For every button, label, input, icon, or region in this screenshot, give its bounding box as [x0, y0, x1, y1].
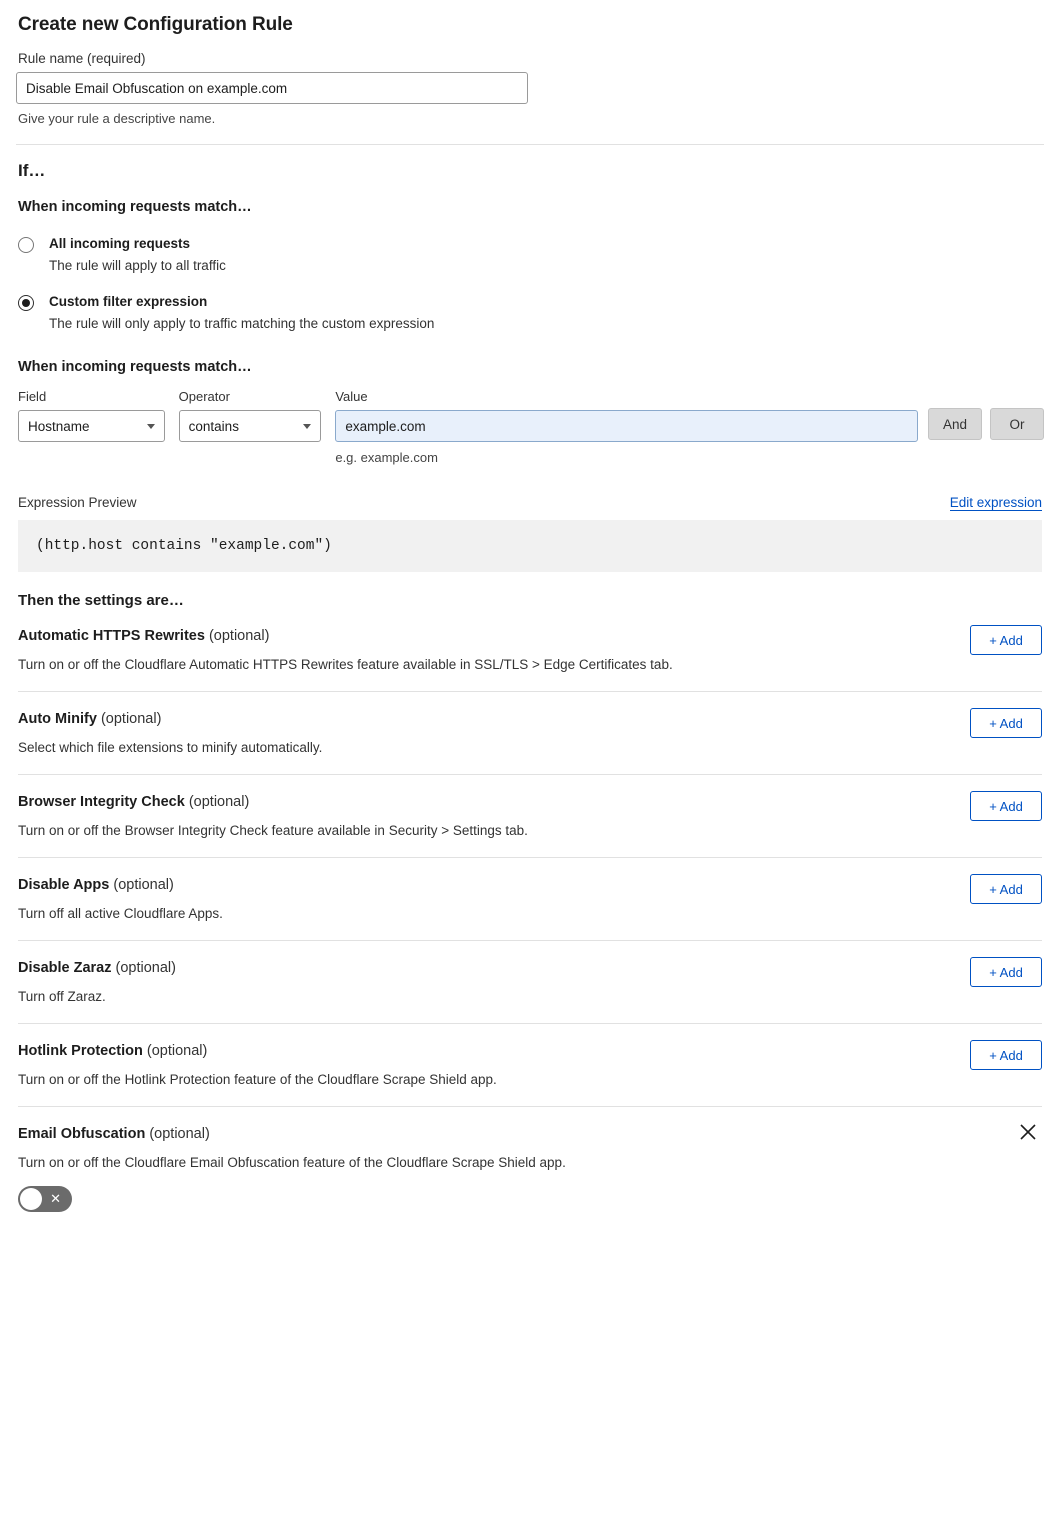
value-label: Value	[335, 389, 368, 404]
setting-optional: (optional)	[208, 628, 270, 644]
radio-option-all-requests[interactable]	[18, 235, 1044, 273]
setting-optional: (optional)	[149, 1126, 210, 1142]
setting-name: Disable Zaraz	[18, 960, 112, 976]
setting-title	[18, 711, 1042, 727]
setting-name: Browser Integrity Check	[18, 794, 185, 810]
setting-title	[18, 877, 1042, 893]
add-setting-button[interactable]: + Add	[970, 708, 1042, 738]
setting-description: Turn on or off the Browser Integrity Check feature available in Security > Settings tab.	[18, 823, 528, 838]
toggle-knob	[20, 1188, 42, 1210]
email-obfuscation-toggle[interactable]	[18, 1186, 72, 1212]
field-select[interactable]	[18, 410, 165, 442]
expression-builder	[18, 389, 1044, 465]
setting-title	[18, 794, 1042, 810]
edit-expression-link[interactable]: Edit expression	[949, 495, 1042, 510]
radio-desc-custom-filter: The rule will only apply to traffic matching the custom expression	[49, 316, 435, 331]
setting-title	[18, 960, 1042, 976]
then-heading: Then the settings are…	[18, 592, 184, 609]
rule-name-label: Rule name (required)	[18, 51, 146, 66]
setting-name: Automatic HTTPS Rewrites	[18, 628, 205, 644]
configuration-rule-form	[0, 14, 1060, 1236]
chevron-down-icon	[303, 424, 311, 429]
add-setting-button[interactable]: + Add	[970, 1040, 1042, 1070]
add-setting-button[interactable]: + Add	[970, 957, 1042, 987]
add-setting-button[interactable]: + Add	[970, 791, 1042, 821]
setting-row	[18, 775, 1042, 858]
expression-preview-header	[18, 495, 1042, 511]
field-label: Field	[18, 389, 47, 404]
expression-preview-label: Expression Preview	[18, 495, 137, 510]
setting-row	[18, 858, 1042, 941]
setting-row-email-obfuscation	[18, 1107, 1042, 1236]
add-setting-button[interactable]: + Add	[970, 874, 1042, 904]
rule-name-input[interactable]	[16, 72, 528, 104]
setting-row	[18, 692, 1042, 775]
setting-description: Turn off all active Cloudflare Apps.	[18, 906, 223, 921]
toggle-off-icon: ✕	[50, 1191, 61, 1206]
setting-optional: (optional)	[188, 794, 250, 810]
setting-title	[18, 1126, 1042, 1142]
setting-description: Select which file extensions to minify automatically.	[18, 740, 323, 755]
chevron-down-icon	[147, 424, 155, 429]
operator-label: Operator	[178, 389, 230, 404]
setting-description: Turn on or off the Hotlink Protection feature of the Cloudflare Scrape Shield app.	[18, 1072, 497, 1087]
setting-row	[18, 609, 1042, 692]
operator-select-value: contains	[188, 418, 239, 434]
setting-description: Turn off Zaraz.	[18, 989, 106, 1004]
setting-name: Hotlink Protection	[18, 1043, 143, 1059]
setting-optional: (optional)	[113, 877, 174, 893]
radio-option-custom-filter[interactable]	[18, 293, 1044, 331]
or-button[interactable]: Or	[990, 408, 1044, 440]
setting-title	[18, 1043, 1042, 1059]
value-input[interactable]	[335, 410, 918, 442]
setting-name: Disable Apps	[18, 877, 110, 893]
setting-title	[18, 628, 1042, 644]
radio-icon-custom-filter[interactable]	[18, 295, 34, 311]
builder-heading: When incoming requests match…	[18, 359, 252, 375]
and-button[interactable]: And	[928, 408, 982, 440]
setting-optional: (optional)	[115, 960, 176, 976]
setting-optional: (optional)	[146, 1043, 208, 1059]
radio-icon-all-requests[interactable]	[18, 237, 34, 253]
radio-title-custom-filter: Custom filter expression	[49, 294, 208, 309]
setting-description: Turn on or off the Cloudflare Automatic HTTPS Rewrites feature available in SSL/TLS > Edge Certificates tab.	[18, 657, 673, 672]
page-title: Create new Configuration Rule	[18, 14, 293, 35]
match-heading: When incoming requests match…	[18, 199, 252, 215]
field-select-value: Hostname	[28, 418, 90, 434]
radio-desc-all-requests: The rule will apply to all traffic	[49, 258, 226, 273]
setting-row	[18, 941, 1042, 1024]
close-icon	[1017, 1121, 1039, 1143]
rule-name-help: Give your rule a descriptive name.	[18, 111, 216, 126]
setting-name: Email Obfuscation	[18, 1126, 146, 1142]
if-section-heading: If…	[18, 161, 46, 180]
setting-description: Turn on or off the Cloudflare Email Obfuscation feature of the Cloudflare Scrape Shield app.	[18, 1155, 566, 1170]
value-hint: e.g. example.com	[335, 450, 438, 465]
remove-setting-button[interactable]	[1017, 1121, 1039, 1143]
setting-optional: (optional)	[100, 711, 162, 727]
radio-title-all-requests: All incoming requests	[49, 236, 191, 251]
expression-preview-box: (http.host contains "example.com")	[18, 520, 1042, 572]
operator-select[interactable]	[179, 410, 322, 442]
setting-row	[18, 1024, 1042, 1107]
divider	[16, 144, 1044, 145]
add-setting-button[interactable]: + Add	[970, 625, 1042, 655]
setting-name: Auto Minify	[18, 711, 97, 727]
